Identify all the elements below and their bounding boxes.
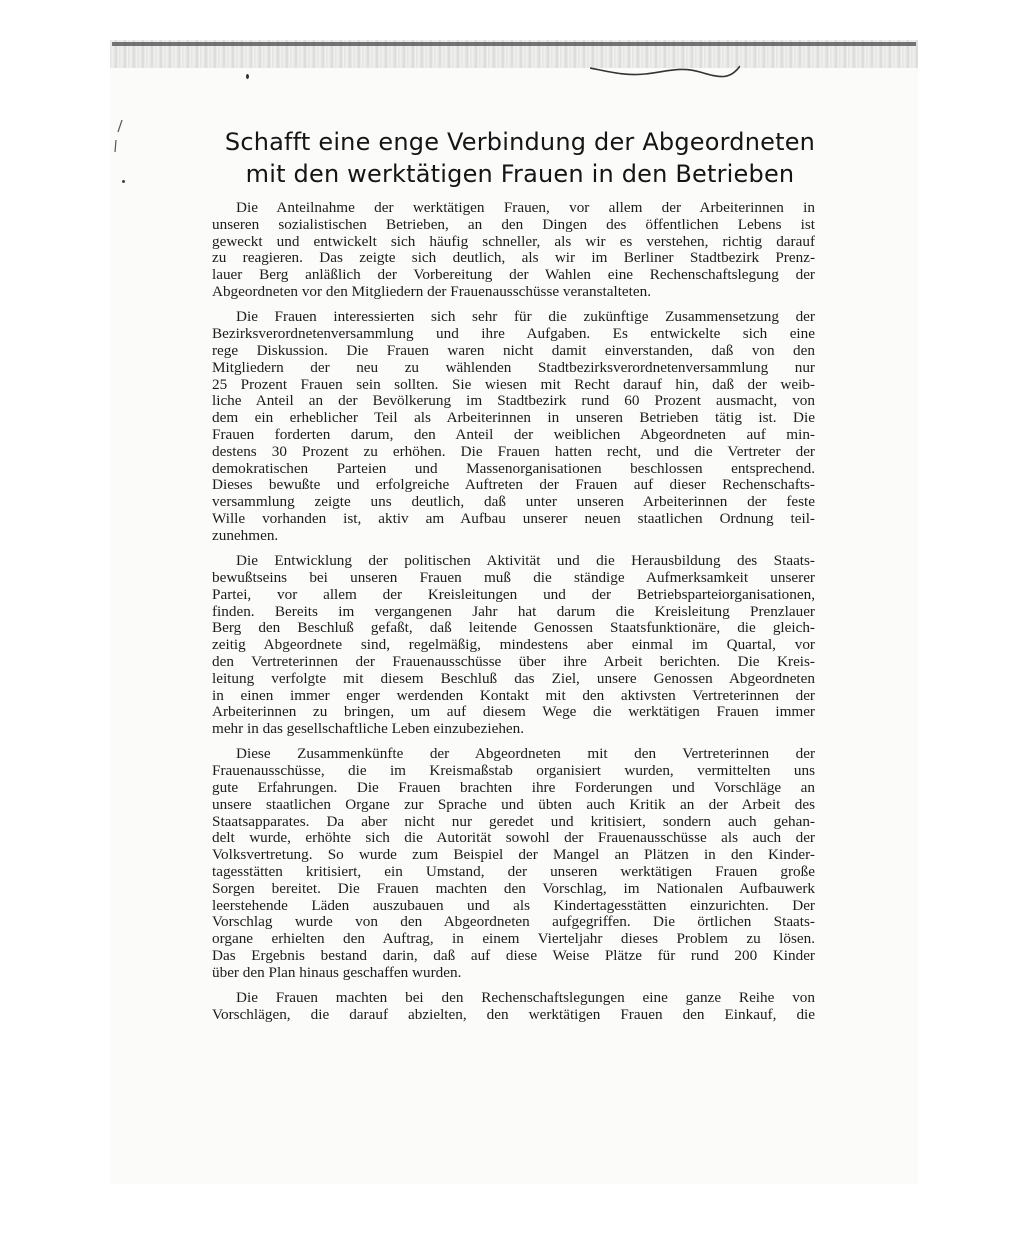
page-top-border bbox=[112, 42, 916, 46]
text-line: leerstehende Läden auszubauen und als Kindertagesstätten einzurichten. Der bbox=[212, 897, 815, 914]
text-line: zunehmen. bbox=[212, 527, 279, 544]
text-line: über den Plan hinaus geschaffen wurden. bbox=[212, 964, 462, 981]
text-line: Das Ergebnis bestand darin, daß auf diese Weise Plätze für rund 200 Kinder bbox=[212, 948, 815, 965]
text-line: Bezirksverordnetenversammlung und ihre Aufgaben. Es entwickelte sich eine bbox=[212, 326, 815, 343]
dust-speck bbox=[246, 74, 249, 79]
article-body bbox=[212, 200, 815, 1032]
text-line: Die Frauen machten bei den Rechenschaftslegungen eine ganze Reihe von bbox=[236, 990, 815, 1007]
text-line: finden. Bereits im vergangenen Jahr hat darum die Kreisleitung Prenzlauer bbox=[212, 603, 815, 620]
text-line: rege Diskussion. Die Frauen waren nicht damit einverstanden, daß von den bbox=[212, 342, 815, 359]
text-line: Vorschlägen, die darauf abzielten, den werktätigen Frauen den Einkauf, die bbox=[212, 1007, 815, 1024]
text-line: Sorgen bereitet. Die Frauen machten den Vorschlag, im Nationalen Aufbauwerk bbox=[212, 880, 815, 897]
text-line: Die Entwicklung der politischen Aktivität und die Herausbildung des Staats- bbox=[236, 553, 815, 570]
text-line: Wille vorhanden ist, aktiv am Aufbau unserer neuen staatlichen Ordnung teil- bbox=[212, 510, 815, 527]
text-line: bewußtseins bei unseren Frauen muß die ständige Aufmerksamkeit unserer bbox=[212, 569, 815, 586]
text-line: zu reagieren. Das zeigte sich deutlich, als wir im Berliner Stadtbezirk Prenz- bbox=[212, 250, 815, 267]
text-line: Die Frauen interessierten sich sehr für die zukünftige Zusammensetzung der bbox=[236, 309, 815, 326]
text-line: Volksvertretung. So wurde zum Beispiel der Mangel an Plätzen in den Kinder- bbox=[212, 847, 815, 864]
article-title bbox=[200, 126, 840, 190]
text-line: tagesstätten kritisiert, ein Umstand, der unseren werktätigen Frauen große bbox=[212, 864, 815, 881]
article-paragraph bbox=[212, 746, 815, 981]
text-line: Die Anteilnahme der werktätigen Frauen, vor allem der Arbeiterinnen in bbox=[236, 200, 815, 216]
text-line: demokratischen Parteien und Massenorganisationen beschlossen entsprechend. bbox=[212, 460, 815, 477]
text-line: den Vertreterinnen der Frauenausschüsse über ihre Arbeit berichten. Die Kreis- bbox=[212, 653, 815, 670]
text-line: mehr in das gesellschaftliche Leben einzubeziehen. bbox=[212, 721, 525, 738]
text-line: 25 Prozent Frauen sein sollten. Sie wiesen mit Recht darauf hin, daß der weib- bbox=[212, 376, 815, 393]
text-line: Frauen forderten darum, den Anteil der weiblichen Abgeordneten auf min- bbox=[212, 426, 815, 443]
text-line: dem ein erheblicher Teil als Arbeiterinnen in unseren Betrieben tätig ist. Die bbox=[212, 410, 815, 427]
text-line: organe erhielten den Auftrag, in einem Vierteljahr dieses Problem zu lösen. bbox=[212, 931, 815, 948]
article-title-line-1: Schafft eine enge Verbindung der Abgeordneten bbox=[224, 128, 816, 156]
text-line: Mitgliedern der neu zu wählenden Stadtbezirksverordnetenversammlung nur bbox=[212, 359, 815, 376]
article-paragraph bbox=[212, 990, 815, 1024]
text-line: Partei, vor allem der Kreisleitungen und der Betriebsparteiorganisationen, bbox=[212, 586, 815, 603]
text-line: geweckt und entwickelt sich häufig schneller, als wir es verstehen, richtig darauf bbox=[212, 233, 815, 250]
text-line: gute Erfahrungen. Die Frauen brachten ihre Forderungen und Vorschläge an bbox=[212, 780, 815, 797]
article-paragraph bbox=[212, 553, 815, 738]
text-line: unseren sozialistischen Betrieben, an den Dingen des öffentlichen Lebens ist bbox=[212, 216, 815, 233]
margin-pencil-mark bbox=[112, 118, 126, 178]
text-line: zeitig Abgeordnete sind, regelmäßig, mindestens aber einmal im Quartal, vor bbox=[212, 637, 815, 654]
text-line: Berg den Beschluß gefaßt, daß leitende Genossen Staatsfunktionäre, die gleich- bbox=[212, 620, 815, 637]
text-line: in einen immer enger werdenden Kontakt mit den aktivsten Vertreterinnen der bbox=[212, 687, 815, 704]
paper-tear-mark bbox=[590, 62, 740, 84]
text-line: liche Anteil an der Bevölkerung im Stadtbezirk rund 60 Prozent ausmacht, von bbox=[212, 393, 815, 410]
text-line: Frauenausschüsse, die im Kreismaßstab organisiert wurden, vermittelten uns bbox=[212, 763, 815, 780]
text-line: leitung verfolgte mit diesem Beschluß das Ziel, unsere Genossen Abgeordneten bbox=[212, 670, 815, 687]
text-line: Abgeordneten vor den Mitgliedern der Frauenausschüsse veranstalteten. bbox=[212, 283, 652, 300]
article-paragraph bbox=[212, 200, 815, 301]
text-line: destens 30 Prozent zu erhöhen. Die Frauen hatten recht, und die Vertreter der bbox=[212, 443, 815, 460]
text-line: Dieses bewußte und erfolgreiche Auftreten der Frauen auf dieser Rechenschafts- bbox=[212, 477, 815, 494]
text-line: Staatsapparates. Da aber nicht nur geredet und kritisiert, sondern auch gehan- bbox=[212, 813, 815, 830]
dust-speck bbox=[122, 180, 125, 183]
text-line: unsere staatlichen Organe zur Sprache und übten auch Kritik an der Arbeit des bbox=[212, 796, 815, 813]
text-line: Vorschlag wurde von den Abgeordneten aufgegriffen. Die örtlichen Staats- bbox=[212, 914, 815, 931]
article-title-line-2: mit den werktätigen Frauen in den Betrieben bbox=[245, 160, 795, 188]
text-line: versammlung zeigte uns deutlich, daß unter unseren Arbeiterinnen der feste bbox=[212, 494, 815, 511]
text-line: lauer Berg anläßlich der Vorbereitung der Wahlen eine Rechenschaftslegung der bbox=[212, 267, 815, 284]
text-line: Diese Zusammenkünfte der Abgeordneten mit den Vertreterinnen der bbox=[236, 746, 815, 763]
text-line: delt wurde, erhöhte sich die Autorität sowohl der Frauenausschüsse als auch der bbox=[212, 830, 815, 847]
text-line: Arbeiterinnen zu bringen, um auf diesem Wege die werktätigen Frauen immer bbox=[212, 704, 815, 721]
article-paragraph bbox=[212, 309, 815, 544]
